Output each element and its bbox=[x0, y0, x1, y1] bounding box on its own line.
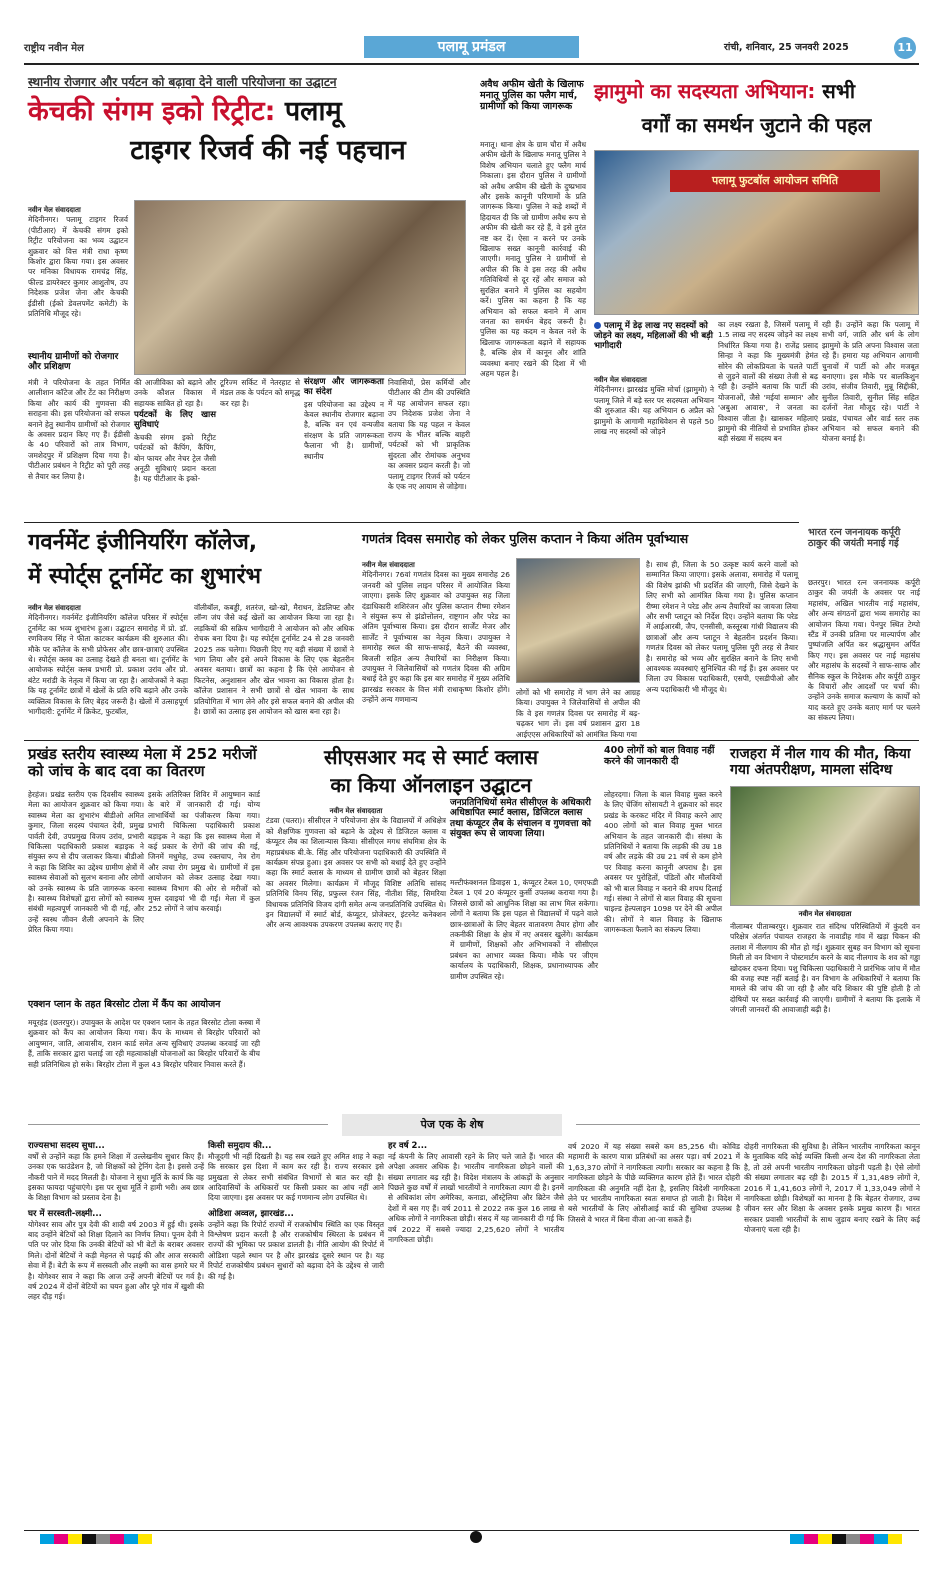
color-swatch bbox=[846, 1534, 860, 1544]
story1-body5: इस परियोजना का उद्देश्य न केवल स्थानीय रोजगार बढ़ाना है, बल्कि वन एवं वन्यजीव संरक्षण के प्रति जागरूकता फैलाना भी है। ग्रामीणों, स्थानीय bbox=[304, 399, 384, 461]
color-swatch bbox=[860, 1534, 874, 1544]
issue-date: रांची, शनिवार, 25 जनवरी 2025 bbox=[724, 42, 849, 53]
story10-photo bbox=[730, 786, 920, 906]
story3-col1 bbox=[594, 375, 714, 465]
story8-col1 bbox=[266, 806, 446, 1108]
story5-col-mid: लोगों को भी समारोह में भाग लेने का आग्रह किया। उपायुक्त ने जिलेवासियों से अपील की कि वे इस गणतंत्र दिवस पर समारोह में बढ़-चढ़कर भाग लें। इस वर्ष प्रशासन द्वारा 18 आईएएस अधिकारियों को आमंत्रित किया गया bbox=[516, 688, 640, 739]
story3-headline-line2: वर्गों का समर्थन जुटाने की पहल bbox=[641, 113, 872, 137]
cont-b1-head: राज्यसभा सदस्य सुधा... bbox=[28, 1141, 105, 1151]
story1-col4 bbox=[304, 378, 384, 464]
footer-registration-mark bbox=[470, 1531, 482, 1543]
story1-photo bbox=[134, 200, 466, 375]
story3-sub bbox=[594, 322, 714, 351]
story8-col1-text: टंडवा (चतरा)। सीसीएल ने परियोजना क्षेत्र के विद्यालयों में अधिक्षेत्र को शैक्षणिक गुणवत्ता को बढ़ाने के उद्देश्य से डिजिटल क्लास व कंप्यूटर लैब का शिलान्यास किया। सीसीएल मगध संघमित्रा क्षेत्र के महाप्रबंधक बी.के. सिंह और परियोजना पदाधिकारी की उपस्थिति में कार्यक्रम संपन्न हुआ। इस अवसर पर सभी को बधाई देते हुए उन्होंने कहा कि स्मार्ट क्लास के माध्यम से ग्रामीण छात्रों को बेहतर शिक्षा का अवसर मिलेगा। कार्यक्रम में मौजूद विशिष्ट अतिथि सांसद प्रतिनिधि विनय सिंह, प्रफुल्ल रंजन सिंह, नीतीश सिंह, सिमरिया विधायक प्रतिनिधि विजय दांगी समेत अन्य जनप्रतिनिधि उपस्थित थे। इन विद्यालयों में स्मार्ट बोर्ड, कंप्यूटर, प्रोजेक्टर, इंटरनेट कनेक्शन और अन्य आवश्यक उपकरण उपलब्ध कराए गए हैं। bbox=[266, 816, 446, 930]
story5-col1-text: मेदिनीनगर। 76वां गणतंत्र दिवस का मुख्य समारोह 26 जनवरी को पुलिस लाइन परिसर में आयोजित किया जाएगा। इसके लिए शुक्रवार को उपायुक्त सह जिला दंडाधिकारी शशिरंजन और पुलिस कप्तान रीष्मा रमेशन ने संयुक्त रूप से झंडोत्तोलन, राष्ट्रगान और परेड का अंतिम पूर्वाभ्यास किया। इस दौरान सार्जेंट मेजर और सार्जेंट ने पूर्वाभ्यास का नेतृत्व किया। उपायुक्त ने समारोह स्थल की साफ-सफाई, बैठने की व्यवस्था, बिजली सहित अन्य तैयारियों का निरीक्षण किया। उपायुक्त ने जिलेवासियों को गणतंत्र दिवस की अग्रिम बधाई देते हुए कहा कि इस बार समारोह में मुख्य अतिथि झारखंड सरकार के वित्त मंत्री राधाकृष्ण किशोर होंगे। उन्होंने अन्य गणमान्य bbox=[362, 570, 510, 705]
story1-headline-black: पलामू bbox=[284, 96, 342, 127]
continued-rule-right bbox=[576, 1124, 920, 1125]
story7-headline: प्रखंड स्तरीय स्वास्थ्य मेला में 252 मरीजों को जांच के बाद दवा का वितरण bbox=[28, 745, 257, 781]
story3-sub-text: पलामू में डेढ़ लाख नए सदस्यों को जोड़ने का लक्ष्य, महिलाओं की भी बड़ी भागीदारी bbox=[594, 321, 713, 351]
story1-kicker: स्थानीय रोजगार और पर्यटन को बढ़ावा देने वाली परियोजना का उद्घाटन bbox=[28, 75, 337, 89]
color-swatch bbox=[818, 1534, 832, 1544]
story3-col2: का लक्ष्य रखता है, जिसमें पलामू में 1.5 लाख नए सदस्य जोड़ने का लक्ष्य निर्धारित किया गया है। राजेंद्र प्रसाद सिन्हा ने कहा कि मुख्यमंत्री हेमंत सोरेन की लोकप्रियता के चलते पार्टी से जुड़ने वालों की संख्या तेजी से बढ़ रही है। उन्होंने बताया कि पार्टी की योजनाओं, जैसे 'मईयां सम्मान' और 'अबुआ आवास', ने जनता का विश्वास जीता है। खासकर महिलाएं झामुमो की नीतियों से प्रभावित होकर बड़ी संख्या में सदस्य बन bbox=[718, 320, 818, 444]
story9-headline: 400 लोगों को बाल विवाह नहीं करने की जानकारी दी bbox=[604, 745, 715, 767]
story8-headline-line2: का किया ऑनलाइन उद्घाटन bbox=[330, 773, 532, 797]
story4-headline-line1: गवर्नमेंट इंजीनियरिंग कॉलेज, bbox=[28, 530, 258, 555]
footer-swatches-right bbox=[790, 1534, 902, 1544]
story1-lead bbox=[28, 205, 128, 353]
story7-col1: हेरहंज। प्रखंड स्तरीय एक दिवसीय स्वास्थ्य मेला का आयोजन शुक्रवार को किया गया। स्वास्थ्य मेला का शुभारंभ बीडीओ अमित कुमार, जिला सदस्य पंचायत देवी, प्रमुख पार्वती देवी, उपप्रमुख विजय उरांव, प्रभारी चिकित्सा पदाधिकारी प्रकाश बड़ाइक ने संयुक्त रूप से दीप जलाकर किया। बीडीओ ने कहा कि शिविर का उद्देश्य ग्रामीण क्षेत्रों में स्वास्थ्य सेवाओं को सुलभ बनाना और लोगों को उनके स्वास्थ्य के प्रति जागरूक करना है। स्वास्थ्य विशेषज्ञों द्वारा लोगों को स्वास्थ्य संबंधी महत्वपूर्ण जानकारी भी दी गई, और उन्हें स्वस्थ जीवन शैली अपनाने के लिए प्रेरित किया गया। bbox=[28, 790, 144, 935]
story5-col2: है। साथ ही, जिला के 50 उत्कृष्ट कार्य करने वालों को सम्मानित किया जाएगा। इसके अलावा, समारोह में पलामू की विशेष झांकी भी प्रदर्शित की जाएगी, जिसे देखने के लिए सभी को आमंत्रित किया गया है। पुलिस कप्तान रीष्मा रमेशन ने परेड और अन्य तैयारियों का जायजा लिया और सभी प्लाटून को निर्देश दिए। उन्होंने बताया कि परेड में आईआरबी, जैप, एनसीसी, कस्तूरबा गांधी विद्यालय की छात्राओं और अन्य प्लाटून ने बेहतरीन प्रदर्शन किया। गणतंत्र दिवस को लेकर पलामू पुलिस पूरी तरह से तैयार है। समारोह को भव्य और सुरक्षित बनाने के लिए सभी आवश्यक व्यवस्थाएं सुनिश्चित की गई हैं। इस अवसर पर जिला उप विकास पदाधिकारी, एसपी, एसडीपीओ और अन्य पदाधिकारी भी मौजूद थे। bbox=[646, 560, 798, 694]
cont-b1-text: वर्षों से उन्होंने कहा कि हमने शिक्षा में उल्लेखनीय सुधार किए हैं। उनका एक फाउंडेशन है, जो शिक्षकों को ट्रेनिंग देता है। इससे उन्हें नौकरी पाने में मदद मिलती है। योजना ने सुधा मूर्ति के कार्य कि वह इसका फायदा पहुंचाएंगे। इस पर सुधा मूर्ति ने हामी भरी। अब छात्र के शिक्षा विभाग को प्रस्ताव देना है। bbox=[28, 1151, 204, 1203]
bullet-icon bbox=[594, 322, 601, 329]
cont-b4-text: उन्होंने कहा कि रिपोर्ट राज्यों में राजकोषीय स्थिति का एक विस्तृत विश्लेषण प्रदान करती है और राजकोषीय स्थिरता के प्रबंधन में राज्यों की भूमिका पर प्रकाश डालती है। नीति आयोग की रिपोर्ट में ओडिशा पहले स्थान पर है और झारखंड दूसरे स्थान पर है। यह रिपोर्ट राजकोषीय प्रबंधन सुधारों को बढ़ावा देने के उद्देश्य से जारी की गई है। bbox=[208, 1219, 384, 1281]
cont-b3-head: किसी समुदाय की... bbox=[208, 1141, 272, 1151]
story9-body: लोहरदगा। जिला के बाल विवाह मुक्त करने के लिए चेंजिंग सोसायटी ने शुक्रवार को सदर प्रखंड के करकट मंदिर में विवाह करने आए 400 लोगों को बाल विवाह मुक्त भारत अभियान के तहत जानकारी दी। संस्था के प्रतिनिधियों ने बताया कि लड़की की उम्र 18 वर्ष और लड़के की उम्र 21 वर्ष से कम होने पर विवाह करना कानूनी अपराध है। इस अवसर पर पुरोहितों, पंडितों और मौलवियों को भी बाल विवाह न कराने की शपथ दिलाई गई। संस्था ने लोगों से बाल विवाह की सूचना चाइल्ड हेल्पलाइन 1098 पर देने की अपील की। लोगों ने बाल विवाह के खिलाफ जागरूकता फैलाने का संकल्प लिया। bbox=[604, 790, 722, 935]
story1-byline: नवीन मेल संवाददाता bbox=[28, 206, 81, 214]
story2-body: मनातू। थाना क्षेत्र के ग्राम चौरा में अवैध अफीम खेती के खिलाफ मनातू पुलिस ने विशेष अभियान चलाते हुए फ्लैग मार्च निकाला। इस दौरान पुलिस ने ग्रामीणों को अवैध अफीम की खेती के दुष्प्रभाव और इसके कानूनी परिणामों के प्रति जागरूक किया। पुलिस ने कड़े शब्दों में हिदायत दी कि जो ग्रामीण अवैध रूप से अफीम की खेती कर रहे हैं, वे इसे तुरंत नष्ट कर दें। ऐसा न करने पर उनके खिलाफ सख्त कानूनी कार्रवाई की जाएगी। मनातू पुलिस ने ग्रामीणों से अपील की कि वे इस तरह की अवैध गतिविधियों से दूर रहें और समाज को सुरक्षित बनाने में पुलिस का सहयोग करें। पुलिस का कहना है कि यह अभियान को सफल बनाने में आम जनता का समर्थन बेहद जरूरी है। पुलिस का यह कदम न केवल नशे के खिलाफ जागरूकता बढ़ाने में सहायक है, बल्कि क्षेत्र में कानून और शांति व्यवस्था बनाए रखने की दिशा में भी अहम पहल है। bbox=[480, 140, 586, 378]
color-swatch bbox=[888, 1534, 902, 1544]
cont-col4: वर्ष 2020 में यह संख्या सबसे कम 85,256 थी। कोविड महामारी के कारण यात्रा प्रतिबंधों का असर पड़ा। वर्ष 2021 में 1,63,370 लोगों ने नागरिकता त्यागी। सरकार का कहना है कि नागरिकता छोड़ने के पीछे व्यक्तिगत कारण होते हैं। भारत दोहरी नागरिकता की अनुमति नहीं देता है, इसलिए विदेशी नागरिकता लेने पर भारतीय नागरिकता स्वतः समाप्त हो जाती है। विदेश में बसे भारतीयों के लिए ओसीआई कार्ड की सुविधा उपलब्ध है जिससे वे भारत में बिना वीजा आ-जा सकते हैं। bbox=[568, 1142, 740, 1224]
story7-col2: इसके अतिरिक्त शिविर में आयुष्मान कार्ड के बारे में जानकारी दी गई। योग्य लाभार्थियों का पंजीकरण किया गया। प्रभारी चिकित्सा पदाधिकारी प्रकाश बड़ाइक ने कहा कि इस स्वास्थ्य मेला में कई प्रकार के रोगों की जांच की गई, जिनमें मधुमेह, उच्च रक्तचाप, नेत्र रोग और त्वचा रोग प्रमुख थे। ग्रामीणों में इस आयोजन को लेकर उत्साह देखा गया। स्वास्थ्य विभाग की ओर से मरीजों को मुफ्त दवाइयां भी दी गईं। मेला में कुल 252 लोगों ने जांच करवाई। bbox=[148, 790, 260, 914]
cont-col5: दोहरी नागरिकता की सुविधा है। लेकिन भारतीय नागरिकता कानून के मुताबिक यदि कोई व्यक्ति किसी अन्य देश की नागरिकता लेता है, तो उसे अपनी भारतीय नागरिकता छोड़नी पड़ती है। ऐसे लोगों की संख्या लगातार बढ़ रही है। 2015 में 1,31,489 लोगों ने, 2016 में 1,41,603 लोगों ने, 2017 में 1,33,049 लोगों ने नागरिकता छोड़ी। विशेषज्ञों का मानना है कि बेहतर रोजगार, उच्च जीवन स्तर और शिक्षा के अवसर इसके प्रमुख कारण हैं। भारत सरकार प्रवासी भारतीयों के साथ जुड़ाव बनाए रखने के लिए कई योजनाएं चला रही है। bbox=[744, 1142, 920, 1235]
story2-headline: अवैध अफीम खेती के खिलाफ मनातू पुलिस का फ्लैग मार्च, ग्रामीणों को किया जागरूक bbox=[480, 79, 584, 112]
story3-headline-black: सभी bbox=[822, 79, 856, 103]
color-swatch bbox=[82, 1534, 96, 1544]
color-swatch bbox=[96, 1534, 110, 1544]
story8-pullquote: जनप्रतिनिधियों समेत सीसीएल के अधिकारी अधिष्ठापित स्मार्ट क्लास, डिजिटल क्लास तथा कंप्यूटर लैब के संचालन व गुणवत्ता को संयुक्त रूप से जायजा लिया। bbox=[450, 798, 591, 840]
story3-headline-line1 bbox=[594, 80, 919, 103]
cont-col2 bbox=[208, 1142, 384, 1517]
cont-b3-text: मौजूदगी भी नहीं दिखती है। यह सब रखते हुए अमित शाह ने कहा कि सरकार इस दिशा में काम कर रही है। राज्य सरकार इसे प्रमुखता से लेकर सभी संबंधित विभागों से बात कर रही है। आदिवासियों के अधिकारों पर किसी प्रकार का आंच नहीं आने दिया जाएगा। इस अवसर पर कई गणमान्य लोग उपस्थित थे। bbox=[208, 1151, 384, 1203]
color-swatch bbox=[790, 1534, 804, 1544]
story1-sub1: स्थानीय ग्रामीणों को रोजगार और प्रशिक्षण bbox=[28, 352, 119, 373]
story1-body4: टूरिज्म सर्किट में नेतरहाट से मंडल तक के पर्यटन को समृद्ध कर रहा है। bbox=[220, 378, 300, 408]
paper-name: राष्ट्रीय नवीन मेल bbox=[24, 43, 84, 54]
divider-row1 bbox=[24, 522, 799, 523]
story4-byline: नवीन मेल संवाददाता bbox=[28, 604, 81, 612]
section-title: पलामू प्रमंडल bbox=[437, 39, 506, 55]
story1-col2 bbox=[134, 378, 216, 484]
story7-sub-body: मयूरहंड (छतरपुर)। उपायुक्त के आदेश पर एक्शन प्लान के तहत बिरसोट टोला कस्बा में शुक्रवार को कैंप का आयोजन किया गया। कैंप के माध्यम से बिरहोर परिवारों को आयुष्मान, जाति, आवासीय, राशन कार्ड समेत अन्य सुविधाएं उपलब्ध करवाई जा रही हैं, ताकि सरकार द्वारा चलाई जा रही महत्वाकांक्षी योजनाओं का बिरहोर परिवारों के बीच सही प्रतिनिधित्व हो सके। बिरहोर टोला में कुल 43 बिरहोर परिवार निवास करते हैं। bbox=[28, 1018, 260, 1069]
color-swatch bbox=[54, 1534, 68, 1544]
story4-headline-line2: में स्पोर्ट्स टूर्नामेंट का शुभारंभ bbox=[28, 564, 261, 589]
story3-col3: रही हैं। उन्होंने कहा कि पलामू में सभी वर्ग, जाति और धर्म के लोग झामुमो के प्रति अपना विश्वास जता रहे हैं। हमारा यह अभियान आगामी चुनावों में पार्टी को और मजबूत बनाएगा। इस मौके पर बालकिशुन उरांव, संजीव तिवारी, मुन्नू सिद्दीकी, सुनील तिवारी, सुनील सिंह सहित दर्जनों नेता मौजूद रहे। पार्टी ने प्रखंड, पंचायत और वार्ड स्तर तक अभियान को सफल बनाने की योजना बनाई है। bbox=[822, 320, 919, 444]
story1-headline-line1 bbox=[28, 96, 478, 127]
story8-headline-line1: सीएसआर मद से स्मार्ट क्लास bbox=[323, 745, 538, 769]
story10-headline: राजहरा में नील गाय की मौत, किया गया अंतपरीक्षण, मामला संदिग्ध bbox=[730, 746, 911, 779]
story1-body3: केचकी संगम इको रिट्रीट पर्यटकों को कैंपिंग, कैंपिंग, बोन फायर और नेचर ट्रेल जैसी अनूठी सुविधाएं प्रदान करता है। यह पीटीआर के इको- bbox=[134, 432, 216, 484]
masthead bbox=[24, 36, 919, 62]
story5-headline: गणतंत्र दिवस समारोह को लेकर पुलिस कप्तान ने किया अंतिम पूर्वाभ्यास bbox=[362, 531, 689, 546]
continued-rule-left bbox=[28, 1124, 328, 1125]
cont-b5-text: नई कंपनी के लिए आवासी रहने के लिए चले जाते हैं। भारत की अपेक्षा अवसर अधिक है। भारतीय नागरिकता छोड़ने वालों की संख्या लगातार बढ़ रही है। विदेश मंत्रालय के आंकड़ों के अनुसार पिछले कुछ वर्षों में लाखों भारतीयों ने नागरिकता त्याग दी है। इनमें से अधिकांश लोग अमेरिका, कनाडा, ऑस्ट्रेलिया और ब्रिटेन जैसे देशों में बस गए हैं। वर्ष 2011 से 2022 तक कुल 16 लाख से अधिक लोगों ने नागरिकता छोड़ी। संसद में यह जानकारी दी गई कि वर्ष 2022 में सबसे ज्यादा 2,25,620 लोगों ने भारतीय नागरिकता छोड़ी। bbox=[388, 1151, 564, 1245]
color-swatch bbox=[124, 1534, 138, 1544]
cont-col1 bbox=[28, 1142, 204, 1517]
story1-body1: मंत्री ने परियोजना के तहत निर्मित आलीशान कॉटेज और टेंट का निरीक्षण किया और कार्य की गुणवत्ता की सराहना की। इस परियोजना को सफल बनाने हेतु स्थानीय ग्रामीणों को रोजगार के अवसर प्रदान किए गए हैं। ईडीसी के 40 परिवारों को तात्र विभाग, जमशेदपुर में प्रशिक्षण दिया गया है। पीटीआर प्रबंधन ने रिट्रीट को पूरी तरह से तैयार कर लिया है। bbox=[28, 378, 130, 481]
story4-col1-text: मेदिनीनगर। गवर्नमेंट इंजीनियरिंग कॉलेज परिसर में स्पोर्ट्स टूर्नामेंट का भव्य शुभारंभ हुआ। उद्घाटन समारोह में प्रो. डॉ. रणविजय सिंह ने फीता काटकर कार्यक्रम की शुरुआत की। मौके पर कॉलेज के सभी प्रोफेसर और छात्र-छात्राएं उपस्थित थे। स्पोर्ट्स क्लब का उत्साह देखते ही बनता था। टूर्नामेंट के आयोजक स्पोर्ट्स क्लब प्रभारी प्रो. प्रकाश उरांव और प्रो. बंटेट मरांडी के नेतृत्व में किया जा रहा है। आयोजकों ने कहा कि यह टूर्नामेंट छात्रों में खेलों के प्रति रुचि बढ़ाने और उनके व्यक्तित्व विकास के लिए बेहद जरूरी है। खेलों में उत्साहपूर्ण भागीदारी: टूर्नामेंट में क्रिकेट, फुटबॉल, bbox=[28, 613, 188, 717]
color-swatch bbox=[40, 1534, 54, 1544]
color-swatch bbox=[832, 1534, 846, 1544]
story8-col2: मल्टीफंक्शनल डिवाइस 1, कंप्यूटर टेबल 10, एमएफडी टेबल 1 एवं 20 कंप्यूटर कुर्सी उपलब्ध कराया गया है। जिससे छात्रों को आधुनिक शिक्षा का लाभ मिल सकेगा। लोगों ने बताया कि इस पहल से विद्यालयों में पढ़ने वाले छात्र-छात्राओं के लिए बेहतर वातावरण तैयार होगा और तकनीकी शिक्षा के क्षेत्र में नए अवसर खुलेंगे। कार्यक्रम में ग्रामीणों, शिक्षकों और अभिभावकों ने सीसीएल प्रबंधन का आभार व्यक्त किया। मौके पर जीएम कार्यालय के पदाधिकारी, शिक्षक, प्रधानाध्यापक और ग्रामीण उपस्थित रहे। bbox=[450, 878, 598, 981]
story3-photo-caption: पलामू फुटबॉल आयोजन समिति bbox=[712, 174, 838, 187]
story10-byline: नवीन मेल संवाददाता bbox=[798, 910, 852, 918]
story6-headline: भारत रत्न जननायक कर्पूरी ठाकुर की जयंती मनाई गई bbox=[808, 527, 901, 549]
story3-byline: नवीन मेल संवाददाता bbox=[594, 376, 647, 384]
story1-body6: निवासियों, प्रेस कर्मियों और पीटीआर की टीम की उपस्थिति में यह आयोजन सफल रहा। उप निदेशक प्रजेश जेना ने बताया कि यह पहल न केवल राज्य के भीतर बल्कि बाहरी पर्यटकों को भी प्राकृतिक सुंदरता और रोमांचक अनुभव का अवसर प्रदान करती है। जो पलामू टाइगर रिजर्व को पर्यटन के एक नए आयाम से जोड़ेगा। bbox=[388, 378, 470, 492]
story1-sub3: संरक्षण और जागरूकता का संदेश bbox=[304, 377, 384, 397]
story5-photo bbox=[516, 558, 640, 683]
footer-swatches bbox=[40, 1534, 152, 1544]
divider-row2 bbox=[24, 740, 919, 741]
story3-col1-text: मेदिनीनगर। झारखंड मुक्ति मोर्चा (झामुमो) ने पलामू जिले में बड़े स्तर पर सदस्यता अभियान की शुरुआत की। यह अभियान 6 अप्रैल को झामुमो के आगामी महाधिवेशन से पहले 50 लाख नए सदस्यों को जोड़ने bbox=[594, 385, 714, 437]
story4-col2: वॉलीबॉल, कबड्डी, शतरंज, खो-खो, मैराथन, डेडलिफ्ट और लॉन्ग जंप जैसे कई खेलों का आयोजन किया जा रहा है। लड़कियों की सक्रिय भागीदारी ने आयोजन को और अधिक रोचक बना दिया है। यह स्पोर्ट्स टूर्नामेंट 24 से 28 जनवरी 2025 तक चलेगा। पिछली दिए गए बड़ी संख्या में छात्रों ने भाग लिया और इसे अपने विकास के लिए एक बेहतरीन अवसर बताया। छात्रों का कहना है कि ऐसे आयोजन से फिटनेस, अनुशासन और खेल भावना का विकास होता है। कॉलेज प्रशासन ने सभी छात्रों से खेल भावना के साथ प्रतियोगिता में भाग लेने और इसे सफल बनाने की अपील की है। छात्रों का उत्साह इस आयोजन को खास बना रहा है। bbox=[194, 603, 354, 717]
cont-b4-head: ओडिशा अव्वल, झारखंड... bbox=[208, 1208, 294, 1219]
cont-b2-head: घर में सरस्वती-लक्ष्मी... bbox=[28, 1208, 102, 1219]
continued-banner: पेज एक के शेष bbox=[342, 1114, 562, 1136]
story7-sub: एक्शन प्लान के तहत बिरसोट टोला में कैंप का आयोजन bbox=[28, 999, 221, 1010]
color-swatch bbox=[874, 1534, 888, 1544]
story1-headline-line2: टाइगर रिजर्व की नई पहचान bbox=[130, 135, 406, 166]
color-swatch bbox=[110, 1534, 124, 1544]
masthead-rule bbox=[24, 63, 919, 65]
story1-body2: की आजीविका को बढ़ाने और उनके कौशल विकास में सहायक साबित हो रहा है। bbox=[134, 378, 216, 408]
page-number: 11 bbox=[894, 37, 916, 59]
story1-sub2: पर्यटकों के लिए खास सुविधाएं bbox=[134, 410, 216, 430]
story4-col1 bbox=[28, 603, 188, 733]
cont-b5-head: हर वर्ष 2... bbox=[388, 1141, 428, 1151]
cont-b2-text: योगेश्वर साव और पुत्र देवी की शादी वर्ष 2003 में हुई थी। इसके बाद उन्होंने बेटियों को शिक्षा दिलाने का निर्णय लिया। पूनम देवी ने पति पर जोर दिया कि उनकी बेटियों को भी बेटों के बराबर अवसर मिले। दोनों बेटियों ने कड़ी मेहनत से पढ़ाई की और आज सरकारी सेवा में हैं। बेटी के रूप में सरस्वती और लक्ष्मी का वास हमारे घर में है। योगेश्वर साव ने कहा कि आज उन्हें अपनी बेटियों पर गर्व है। वर्ष 2024 में दोनों बेटियों का चयन हुआ और पूरे गांव में खुशी की लहर दौड़ गई। bbox=[28, 1219, 204, 1302]
color-swatch bbox=[804, 1534, 818, 1544]
story10-body: नीलाम्बर पीताम्बरपुर। शुक्रवार रात संदिग्ध परिस्थितियों में कुंदरी वन परिक्षेत्र अंतर्गत पंचायत राजहरा के नावाडीह गांव में खड़ा चिकन की तलाश में नीलगाय की मौत हो गई। शुक्रवार सुबह वन विभाग को सूचना मिली तो वन विभाग ने पोस्टमार्टम करने के बाद नीलगाय के शव को गड्ढा खोदकर दफना दिया। पशु चिकित्सा पदाधिकारी ने प्रारंभिक जांच में मौत की वजह स्पष्ट नहीं बताई है। वन विभाग के अधिकारियों ने बताया कि मामले की जांच की जा रही है और यदि शिकार की पुष्टि होती है तो दोषियों पर सख्त कार्रवाई की जाएगी। ग्रामीणों ने बताया कि इलाके में जंगली जानवरों की आवाजाही बढ़ी है। bbox=[730, 922, 920, 1015]
story5-col1 bbox=[362, 560, 510, 732]
color-swatch bbox=[138, 1534, 152, 1544]
story5-byline: नवीन मेल संवाददाता bbox=[362, 561, 415, 569]
story8-byline: नवीन मेल संवाददाता bbox=[329, 807, 383, 815]
story3-headline-red: झामुमो का सदस्यता अभियान: bbox=[594, 79, 816, 103]
story1-lead-text: मेदिनीनगर। पलामू टाइगर रिजर्व (पीटीआर) में केचकी संगम इको रिट्रीट परियोजना का भव्य उद्घाटन शुक्रवार को वित्त मंत्री राधा कृष्ण किशोर द्वारा किया गया। इस अवसर पर मनिका विधायक रामचंद्र सिंह, फील्ड डायरेक्टर कुमार आशुतोष, उप निदेशक प्रजेश जेना और केचकी ईडीसी (ईको डेवलपमेंट कमेटी) के प्रतिनिधि मौजूद रहे। bbox=[28, 215, 128, 319]
story1-headline-red: केचकी संगम इको रिट्रीट: bbox=[28, 96, 276, 127]
cont-col3 bbox=[388, 1142, 564, 1517]
story6-body: छतरपुर। भारत रत्न जननायक कर्पूरी ठाकुर की जयंती के अवसर पर नाई महासंघ, अखिल भारतीय नाई महासंघ, और अन्य संगठनों द्वारा भव्य समारोह का आयोजन किया गया। पेनपुर स्थित टेम्पो स्टैंड में उनकी प्रतिमा पर माल्यार्पण और पुष्पांजलि अर्पित कर श्रद्धासुमन अर्पित किए गए। इस अवसर पर नाई महासंघ और महासंघ के सदस्यों ने साफ-साफ और सैनिक स्कूल के निदेशक और कर्पूरी ठाकुर के विचारों और आदर्शों पर चर्चा की। उन्होंने उनके समाज कल्याण के कार्यों को याद करते हुए उनके बताए मार्ग पर चलने का संकल्प लिया। bbox=[808, 578, 920, 723]
color-swatch bbox=[68, 1534, 82, 1544]
story1-col3 bbox=[220, 378, 300, 464]
